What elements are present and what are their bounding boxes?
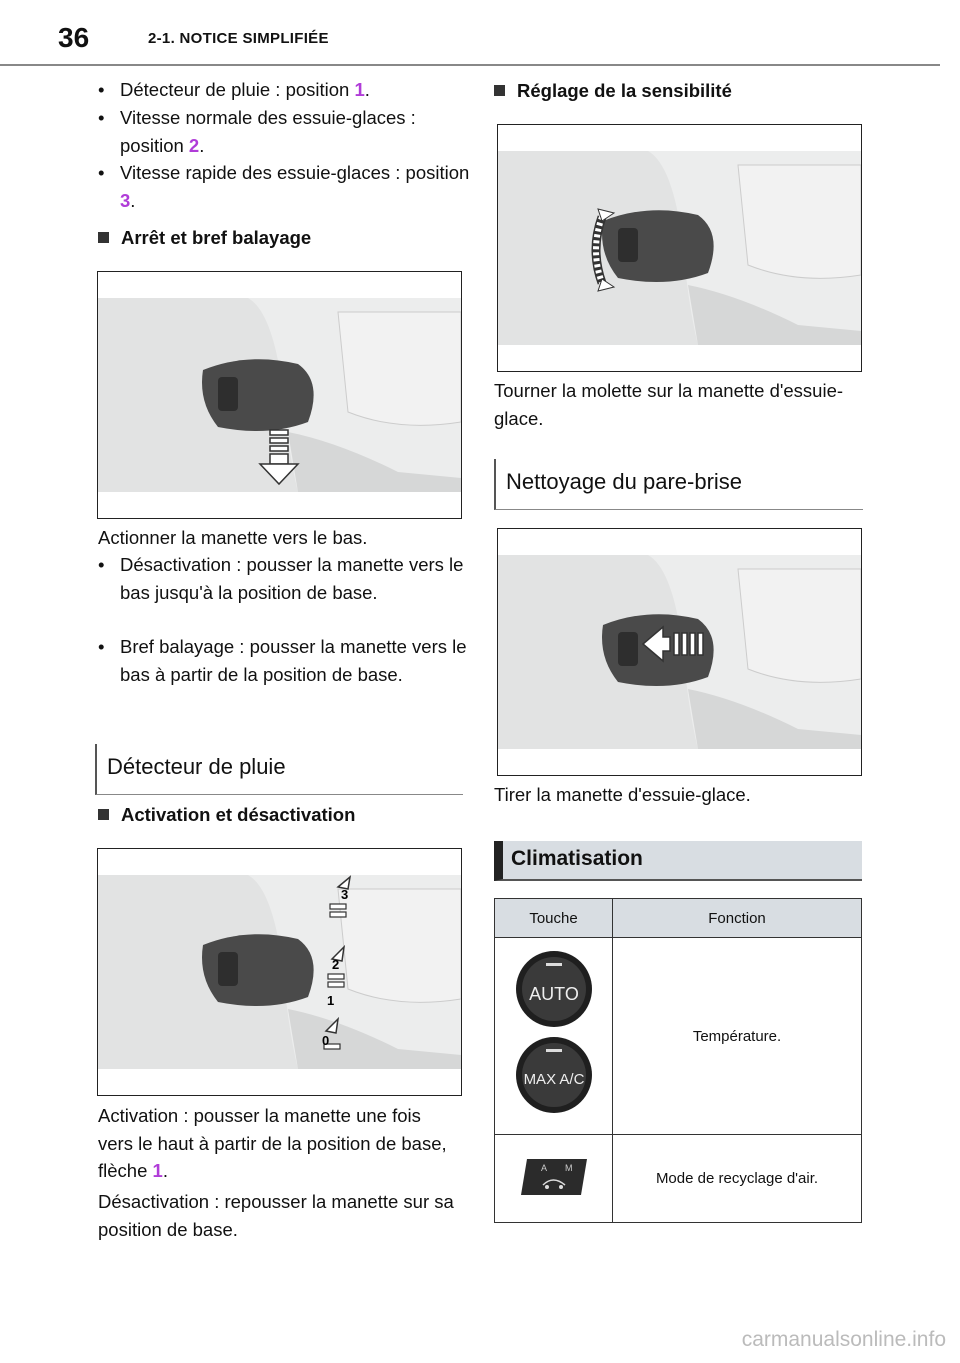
paragraph-push-down: Actionner la manette vers le bas. bbox=[98, 527, 368, 548]
function-cell-recirculation: Mode de recyclage d'air. bbox=[613, 1135, 862, 1223]
label-position-0: 0 bbox=[322, 1033, 330, 1048]
figure-sensitivity-wheel bbox=[497, 124, 862, 372]
header-rule bbox=[0, 64, 940, 66]
square-bullet-icon bbox=[98, 232, 109, 243]
label-position-3: 3 bbox=[341, 887, 349, 902]
paragraph-pull-stalk: Tirer la manette d'essuie-glace. bbox=[494, 784, 751, 805]
subheading-stop-brief-wipe: Arrêt et bref balayage bbox=[98, 227, 311, 249]
figure-pull-stalk bbox=[497, 528, 862, 776]
bullet-fast-speed: • Vitesse rapide des essuie-glaces : position 3. bbox=[98, 159, 480, 214]
figure-stalk-positions bbox=[97, 848, 462, 1096]
function-cell-temperature: Température. bbox=[613, 938, 862, 1135]
bullet-rain-sensor: • Détecteur de pluie : position 1. bbox=[98, 76, 480, 104]
section-rain-sensor: Détecteur de pluie bbox=[95, 744, 463, 795]
running-header: 2-1. NOTICE SIMPLIFIÉE bbox=[148, 30, 329, 47]
figure-stalk-down bbox=[97, 271, 462, 519]
bullet-deactivation: • Désactivation : pousser la manette vers le bas jusqu'à la position de base. bbox=[98, 551, 480, 606]
recirculation-button-icon bbox=[519, 1157, 589, 1197]
header-function: Fonction bbox=[613, 899, 862, 938]
label-position-2: 2 bbox=[332, 957, 340, 972]
climate-table bbox=[494, 898, 862, 1223]
table-row bbox=[495, 1135, 862, 1223]
square-bullet-icon bbox=[98, 809, 109, 820]
section-windscreen-cleaning: Nettoyage du pare-brise bbox=[494, 459, 863, 510]
table-row bbox=[495, 938, 862, 1135]
max-ac-label: MAX A/C bbox=[523, 1071, 584, 1088]
section-climate: Climatisation bbox=[494, 841, 862, 881]
subheading-sensitivity: Réglage de la sensibilité bbox=[494, 80, 732, 102]
row-buttons-cell bbox=[495, 938, 613, 1135]
square-bullet-icon bbox=[494, 85, 505, 96]
row-buttons-cell bbox=[495, 1135, 613, 1223]
footer-watermark: carmanualsonline.info bbox=[741, 1328, 946, 1351]
paragraph-turn-wheel: Tourner la molette sur la manette d'essuie-glace. bbox=[494, 380, 844, 429]
climate-buttons-icon bbox=[509, 949, 599, 1119]
paragraph-activation: Activation : pousser la manette une fois vers le haut à partir de la position de base, flèche 1. bbox=[98, 1105, 447, 1181]
header-key: Touche bbox=[495, 899, 613, 938]
page-number: 36 bbox=[58, 22, 90, 53]
bullet-brief-wipe: • Bref balayage : pousser la manette vers le bas à partir de la position de base. bbox=[98, 633, 480, 688]
button-m-label: M bbox=[564, 1162, 572, 1173]
auto-label: AUTO bbox=[528, 984, 579, 1004]
bullet-normal-speed: • Vitesse normale des essuie-glaces : position 2. bbox=[98, 104, 480, 159]
paragraph-deactivation: Désactivation : repousser la manette sur sa position de base. bbox=[98, 1191, 454, 1240]
button-a-label: A bbox=[540, 1162, 547, 1173]
label-position-1: 1 bbox=[327, 993, 335, 1008]
subheading-activation: Activation et désactivation bbox=[98, 804, 355, 826]
